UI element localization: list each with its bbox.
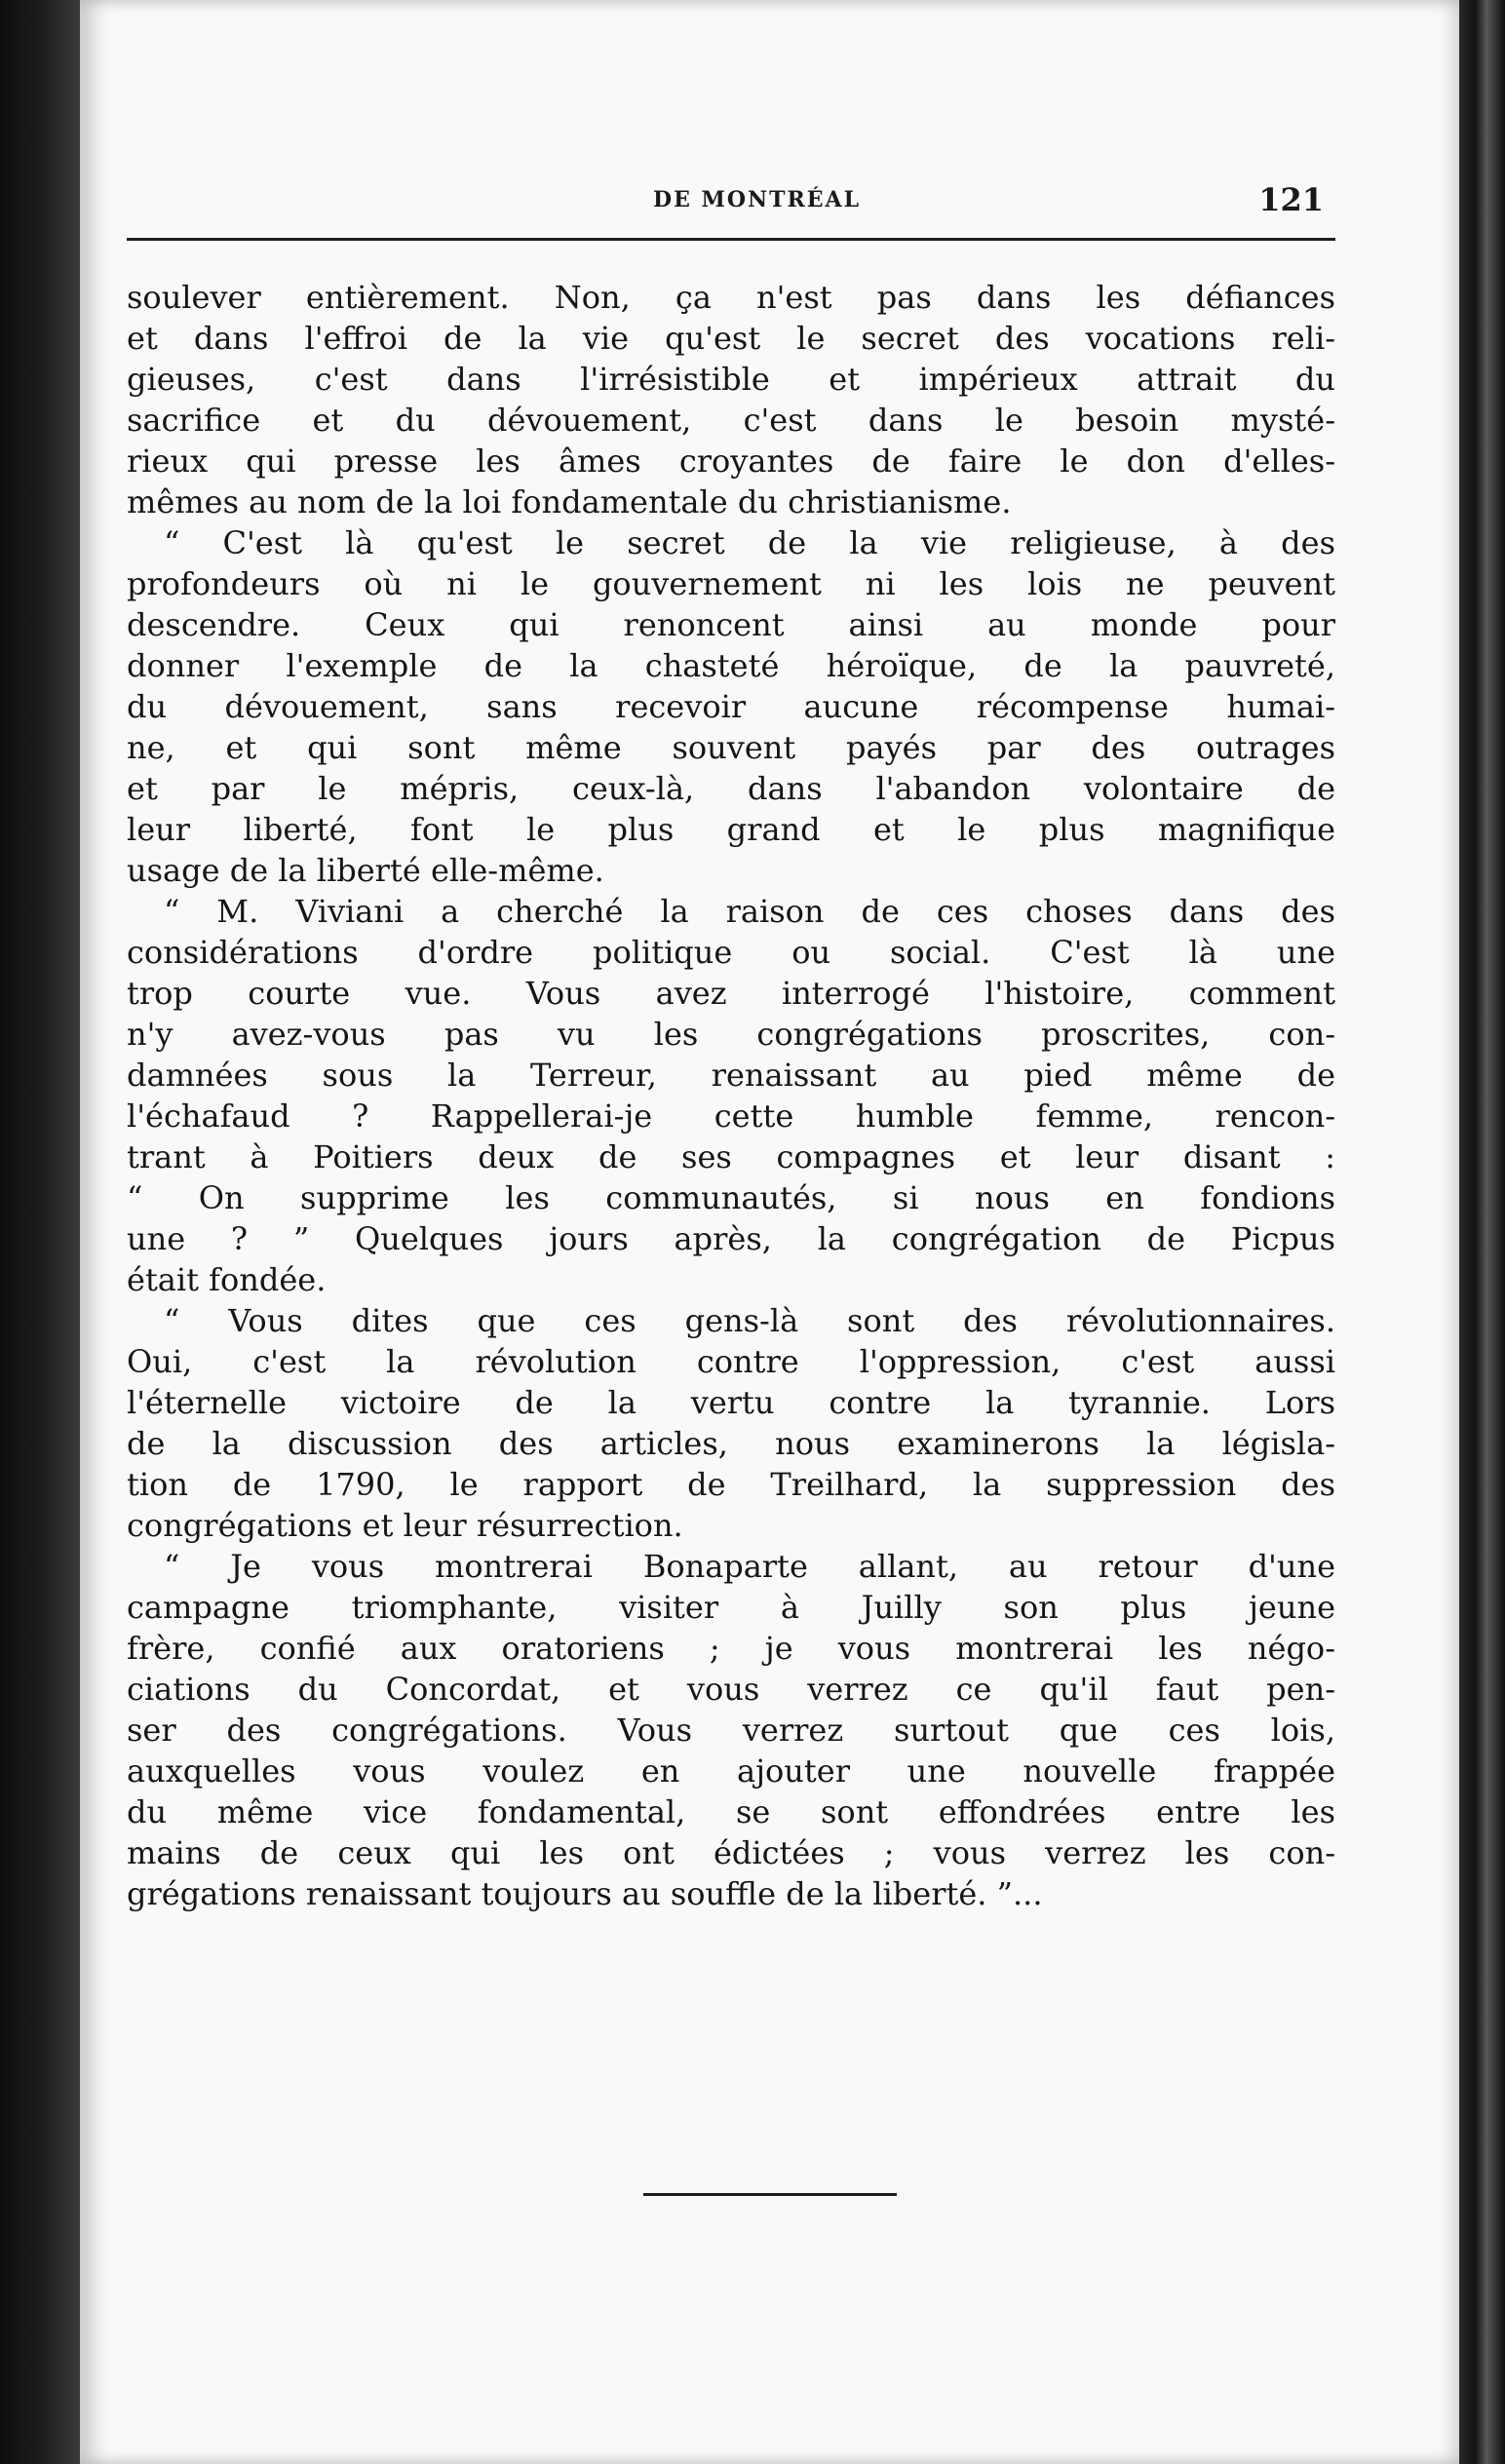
text-line: Oui, c'est la révolution contre l'oppression, c'est aussi (127, 1343, 1335, 1380)
text-line: l'échafaud ? Rappellerai-je cette humble femme, rencon- (127, 1097, 1335, 1135)
text-line: de la discussion des articles, nous examinerons la législa- (127, 1425, 1335, 1462)
text-line: ser des congrégations. Vous verrez surtout que ces lois, (127, 1712, 1335, 1749)
header-rule (127, 238, 1335, 241)
text-line: n'y avez-vous pas vu les congrégations proscrites, con- (127, 1016, 1335, 1053)
text-line: descendre. Ceux qui renoncent ainsi au monde pour (127, 606, 1335, 643)
text-line: une ? ” Quelques jours après, la congrégation de Picpus (127, 1220, 1335, 1257)
text-line: leur liberté, font le plus grand et le plus magnifique (127, 811, 1335, 848)
text-line: et dans l'effroi de la vie qu'est le secret des vocations reli- (127, 320, 1335, 357)
text-line: congrégations et leur résurrection. (127, 1507, 683, 1544)
text-line: rieux qui presse les âmes croyantes de faire le don d'elles- (127, 443, 1335, 480)
text-line: était fondée. (127, 1261, 327, 1298)
text-line: du dévouement, sans recevoir aucune récompense humai- (127, 688, 1335, 725)
text-line: gieuses, c'est dans l'irrésistible et impérieux attrait du (127, 361, 1335, 398)
text-line: “ Je vous montrerai Bonaparte allant, au retour d'une (164, 1548, 1335, 1585)
text-line: trant à Poitiers deux de ses compagnes et leur disant : (127, 1138, 1335, 1175)
text-line: soulever entièrement. Non, ça n'est pas dans les défiances (127, 279, 1335, 316)
text-line: mains de ceux qui les ont édictées ; vous verrez les con- (127, 1834, 1335, 1871)
text-line: profondeurs où ni le gouvernement ni les lois ne peuvent (127, 565, 1335, 602)
book-page-edge (1459, 0, 1505, 2464)
text-line: trop courte vue. Vous avez interrogé l'histoire, comment (127, 975, 1335, 1012)
text-line: ciations du Concordat, et vous verrez ce qu'il faut pen- (127, 1671, 1335, 1708)
text-line: damnées sous la Terreur, renaissant au pied même de (127, 1057, 1335, 1094)
text-line: frère, confié aux oratoriens ; je vous montrerai les négo- (127, 1630, 1335, 1667)
text-line: auxquelles vous voulez en ajouter une nouvelle frappée (127, 1752, 1335, 1790)
body-text (127, 277, 1335, 1914)
text-line: du même vice fondamental, se sont effondrées entre les (127, 1793, 1335, 1830)
text-line: mêmes au nom de la loi fondamentale du christianisme. (127, 483, 1012, 520)
end-rule (643, 2193, 897, 2196)
text-line: “ Vous dites que ces gens-là sont des révolutionnaires. (164, 1302, 1335, 1339)
text-line: campagne triomphante, visiter à Juilly son plus jeune (127, 1589, 1335, 1626)
page-header (127, 181, 1335, 220)
text-line: “ On supprime les communautés, si nous en fondions (127, 1179, 1335, 1216)
book-gutter-shadow (0, 0, 80, 2464)
text-line: donner l'exemple de la chasteté héroïque, de la pauvreté, (127, 647, 1335, 684)
text-line: “ C'est là qu'est le secret de la vie religieuse, à des (164, 524, 1335, 561)
text-line: tion de 1790, le rapport de Treilhard, la suppression des (127, 1466, 1335, 1503)
text-line: et par le mépris, ceux-là, dans l'abandon volontaire de (127, 770, 1335, 807)
text-line: usage de la liberté elle-même. (127, 852, 604, 889)
text-line: “ M. Viviani a cherché la raison de ces choses dans des (164, 893, 1335, 930)
text-line: ne, et qui sont même souvent payés par des outrages (127, 729, 1335, 766)
text-line: sacrifice et du dévouement, c'est dans le besoin mysté- (127, 402, 1335, 439)
page-number: 121 (1258, 181, 1324, 218)
running-head: DE MONTRÉAL (653, 187, 862, 212)
text-line: grégations renaissant toujours au souffle de la liberté. ”... (127, 1875, 1043, 1912)
text-line: l'éternelle victoire de la vertu contre la tyrannie. Lors (127, 1384, 1335, 1421)
text-line: considérations d'ordre politique ou social. C'est là une (127, 934, 1335, 971)
